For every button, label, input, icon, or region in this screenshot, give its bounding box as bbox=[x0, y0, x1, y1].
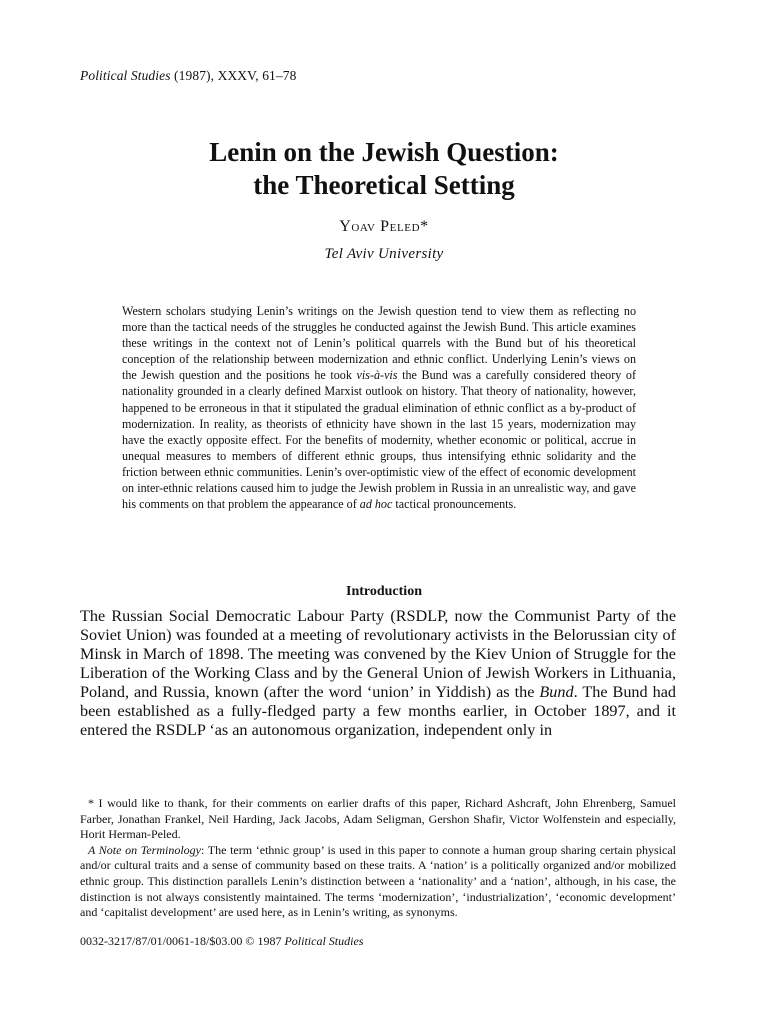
author-affiliation: Tel Aviv University bbox=[324, 246, 444, 262]
article-title-line-2: the Theoretical Setting bbox=[253, 170, 515, 200]
footnote-terminology bbox=[80, 843, 676, 921]
article-title-line-1: Lenin on the Jewish Question: bbox=[209, 137, 559, 167]
body-italic-bund: Bund bbox=[539, 683, 574, 701]
issn-journal: Political Studies bbox=[284, 934, 364, 948]
body-text-1: The Russian Social Democratic Labour Party (RSDLP, now the Communist Party of the Soviet Union) was founded at a meeting of revolutionary activists in the Belorussian city of Minsk in March of 1898. The meeting was convened by the Kiev Union of Struggle for the Liberation of the Working Class and by the General Union of Jewish Workers in Lithuania, Poland, and Russia, known (after the word ‘union’ in Yiddish) as the bbox=[80, 607, 676, 701]
issn-code: 0032-3217/87/01/0061-18/$03.00 © 1987 bbox=[80, 934, 285, 948]
footnote-acknowledgements: * I would like to thank, for their comments on earlier drafts of this paper, Richard Ashcraft, John Ehrenberg, Samuel Farber, Jonathan Frankel, Neil Harding, Jack Jacobs, Adam Seligman, Gershon Shafir, Victor Wolfenstein and especially, Horit Herman-Peled. bbox=[80, 796, 676, 842]
abstract-text-2: the Bund was a carefully considered theory of nationality grounded in a clearly defined Marxist outlook on history. That theory of nationality, however, happened to be erroneous in that it stipulated the gradual elimination of ethnic conflict as a by-product of modernization. In reality, as theorists of ethnicity have shown in the last 15 years, modernization may have the exactly opposite effect. For the benefits of modernity, whether economic or political, accrue in unequal measures to members of different ethnic groups, thus intensifying ethnic solidarity and the friction between ethnic communities. Lenin’s over-optimistic view of the effect of economic development on inter-ethnic relations caused him to judge the Jewish problem in Russia in an unrealistic way, and gave his comments on that problem the appearance of bbox=[122, 368, 637, 512]
footnotes bbox=[80, 796, 676, 921]
running-head-journal: Political Studies bbox=[80, 68, 171, 83]
abstract-italic-vis-a-vis: vis-à-vis bbox=[356, 368, 398, 383]
abstract-paragraph bbox=[122, 303, 636, 512]
abstract-italic-ad-hoc: ad hoc bbox=[359, 497, 393, 512]
body-paragraph bbox=[80, 607, 676, 740]
abstract-text-1: Western scholars studying Lenin’s writings on the Jewish question tend to view them as reflecting no more than the tactical needs of the struggles he conducted against the Jewish Bund. This article examines these writings in the context not of Lenin’s political quarrels with the Bund but of his theoretical conception of the relationship between modernization and ethnic conflict. Underlying Lenin’s views on the Jewish question and the positions he took bbox=[122, 304, 636, 383]
issn-line bbox=[80, 934, 363, 949]
running-head bbox=[80, 68, 296, 84]
author-name: Yoav Peled* bbox=[339, 218, 429, 235]
abstract-text-3: tactical pronouncements. bbox=[392, 497, 517, 512]
abstract bbox=[122, 303, 636, 512]
article-title bbox=[0, 136, 768, 202]
body-text bbox=[80, 607, 676, 740]
running-head-citation: (1987), XXXV, 61–78 bbox=[170, 68, 297, 83]
section-heading: Introduction bbox=[346, 584, 422, 599]
footnote-terminology-label: A Note on Terminology bbox=[88, 842, 201, 857]
body-text-2: . The Bund had been established as a fully-fledged party a few months earlier, in October 1897, and it entered the RSDLP ‘as an autonomous organization, independent only in bbox=[80, 683, 676, 739]
footnote-terminology-text: : The term ‘ethnic group’ is used in this paper to connote a human group sharing certain physical and/or cultural traits and a sense of community based on these traits. A ‘nation’ is a politically organized and/or mobilized ethnic group. This distinction parallels Lenin’s distinction between a ‘nationality’ and a ‘nation’, although, in his case, the distinction is not always consistently maintained. The terms ‘modernization’, ‘industrialization’, ‘economic development’ and ‘capitalist development’ are used here, as in Lenin’s writing, as synonyms. bbox=[80, 842, 676, 920]
